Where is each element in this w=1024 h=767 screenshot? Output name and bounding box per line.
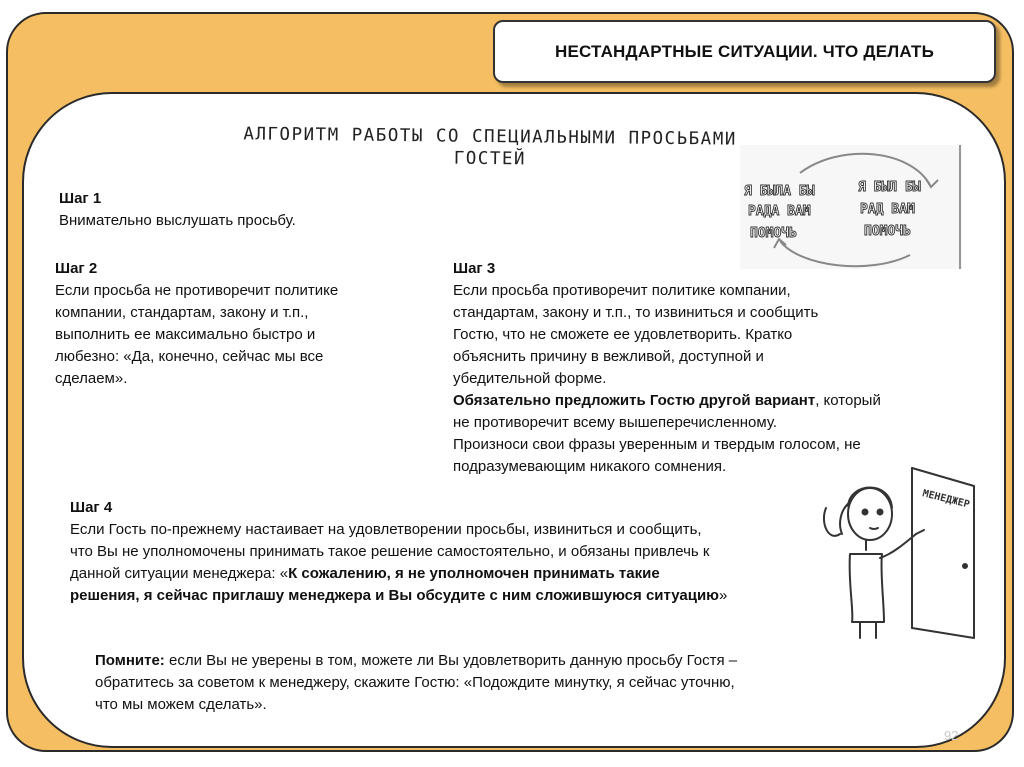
step-1-text: Внимательно выслушать просьбу. — [59, 212, 296, 229]
step-3-line: убедительной форме. — [453, 370, 607, 387]
step-4-line — [70, 585, 727, 607]
step-3-line: Произноси свои фразы уверенным и твердым голосом, не — [453, 436, 861, 453]
step-3-offer-rest: , который — [815, 392, 881, 409]
page-number: 92 — [944, 728, 959, 743]
sketch-right-line1: Я БЫЛ БЫ — [858, 180, 921, 195]
remember-line2: обратитесь за советом к менеджеру, скажите Гостю: «Подождите минутку, я сейчас уточню, — [95, 674, 735, 691]
step-4-line4-bold: решения, я сейчас приглашу менеджера и Вы обсудите с ним сложившуюся ситуацию — [70, 587, 719, 604]
sketch-left-line2: РАДА ВАМ — [748, 204, 811, 219]
door-sign-text: МЕНЕДЖЕР — [921, 488, 971, 511]
step-4-line — [70, 563, 727, 585]
sketch-right-line2: РАД ВАМ — [860, 202, 915, 217]
step-2-line: выполнить ее максимально быстро и — [55, 326, 316, 343]
step-4-line: что Вы не уполномочены принимать такое решение самостоятельно, и обязаны привлечь к — [70, 543, 710, 560]
remember-line1: если Вы не уверены в том, можете ли Вы удовлетворить данную просьбу Гостя – — [164, 652, 738, 669]
step-2-line: сделаем». — [55, 370, 128, 387]
step-3-line: стандартам, закону и т.п., то извиниться и сообщить — [453, 304, 819, 321]
step-2 — [55, 258, 338, 390]
algorithm-title-line2: ГОСТЕЙ — [453, 148, 527, 170]
algorithm-title — [150, 122, 830, 173]
step-2-line: компании, стандартам, закону и т.п., — [55, 304, 309, 321]
step-3-offer-bold: Обязательно предложить Гостю другой вариант — [453, 392, 816, 409]
algorithm-title-line1: АЛГОРИТМ РАБОТЫ СО СПЕЦИАЛЬНЫМИ ПРОСЬБАМИ — [243, 124, 737, 150]
step-3-line: подразумевающим никакого сомнения. — [453, 458, 727, 475]
step-4-heading: Шаг 4 — [70, 499, 113, 516]
step-4 — [70, 497, 727, 607]
step-2-line: любезно: «Да, конечно, сейчас мы все — [55, 348, 324, 365]
step-3-line: объяснить причину в вежливой, доступной и — [453, 348, 764, 365]
step-3 — [453, 258, 881, 478]
step-4-line3-bold: К сожалению, я не уполномочен принимать такие — [288, 565, 660, 582]
step-4-line: Если Гость по-прежнему настаивает на удовлетворении просьбы, извиниться и сообщить, — [70, 521, 702, 538]
slide-title: НЕСТАНДАРТНЫЕ СИТУАЦИИ. ЧТО ДЕЛАТЬ — [493, 20, 996, 83]
step-3-line: не противоречит всему вышеперечисленному. — [453, 414, 777, 431]
step-3-heading: Шаг 3 — [453, 260, 496, 277]
manager-door-sketch — [820, 462, 978, 642]
remember-label: Помните: — [95, 652, 165, 669]
sketch-left-line3: ПОМОЧЬ — [750, 226, 797, 241]
step-1 — [59, 188, 296, 232]
step-2-line: Если просьба не противоречит политике — [55, 282, 339, 299]
sketch-left-line1: Я БЫЛА БЫ — [744, 184, 815, 199]
step-3-line: Если просьба противоречит политике компании, — [453, 282, 791, 299]
step-3-line: Гостю, что не сможете ее удовлетворить. Кратко — [453, 326, 793, 343]
remember-line3: что мы можем сделать». — [95, 696, 267, 713]
help-phrase-sketch — [740, 145, 962, 269]
sketch-right-line3: ПОМОЧЬ — [864, 224, 911, 239]
step-4-line4-end: » — [718, 587, 728, 604]
remember-note — [95, 650, 737, 716]
step-4-line3-normal: данной ситуации менеджера: « — [70, 565, 289, 582]
step-2-heading: Шаг 2 — [55, 260, 98, 277]
step-3-offer-line — [453, 390, 881, 412]
step-1-heading: Шаг 1 — [59, 190, 102, 207]
